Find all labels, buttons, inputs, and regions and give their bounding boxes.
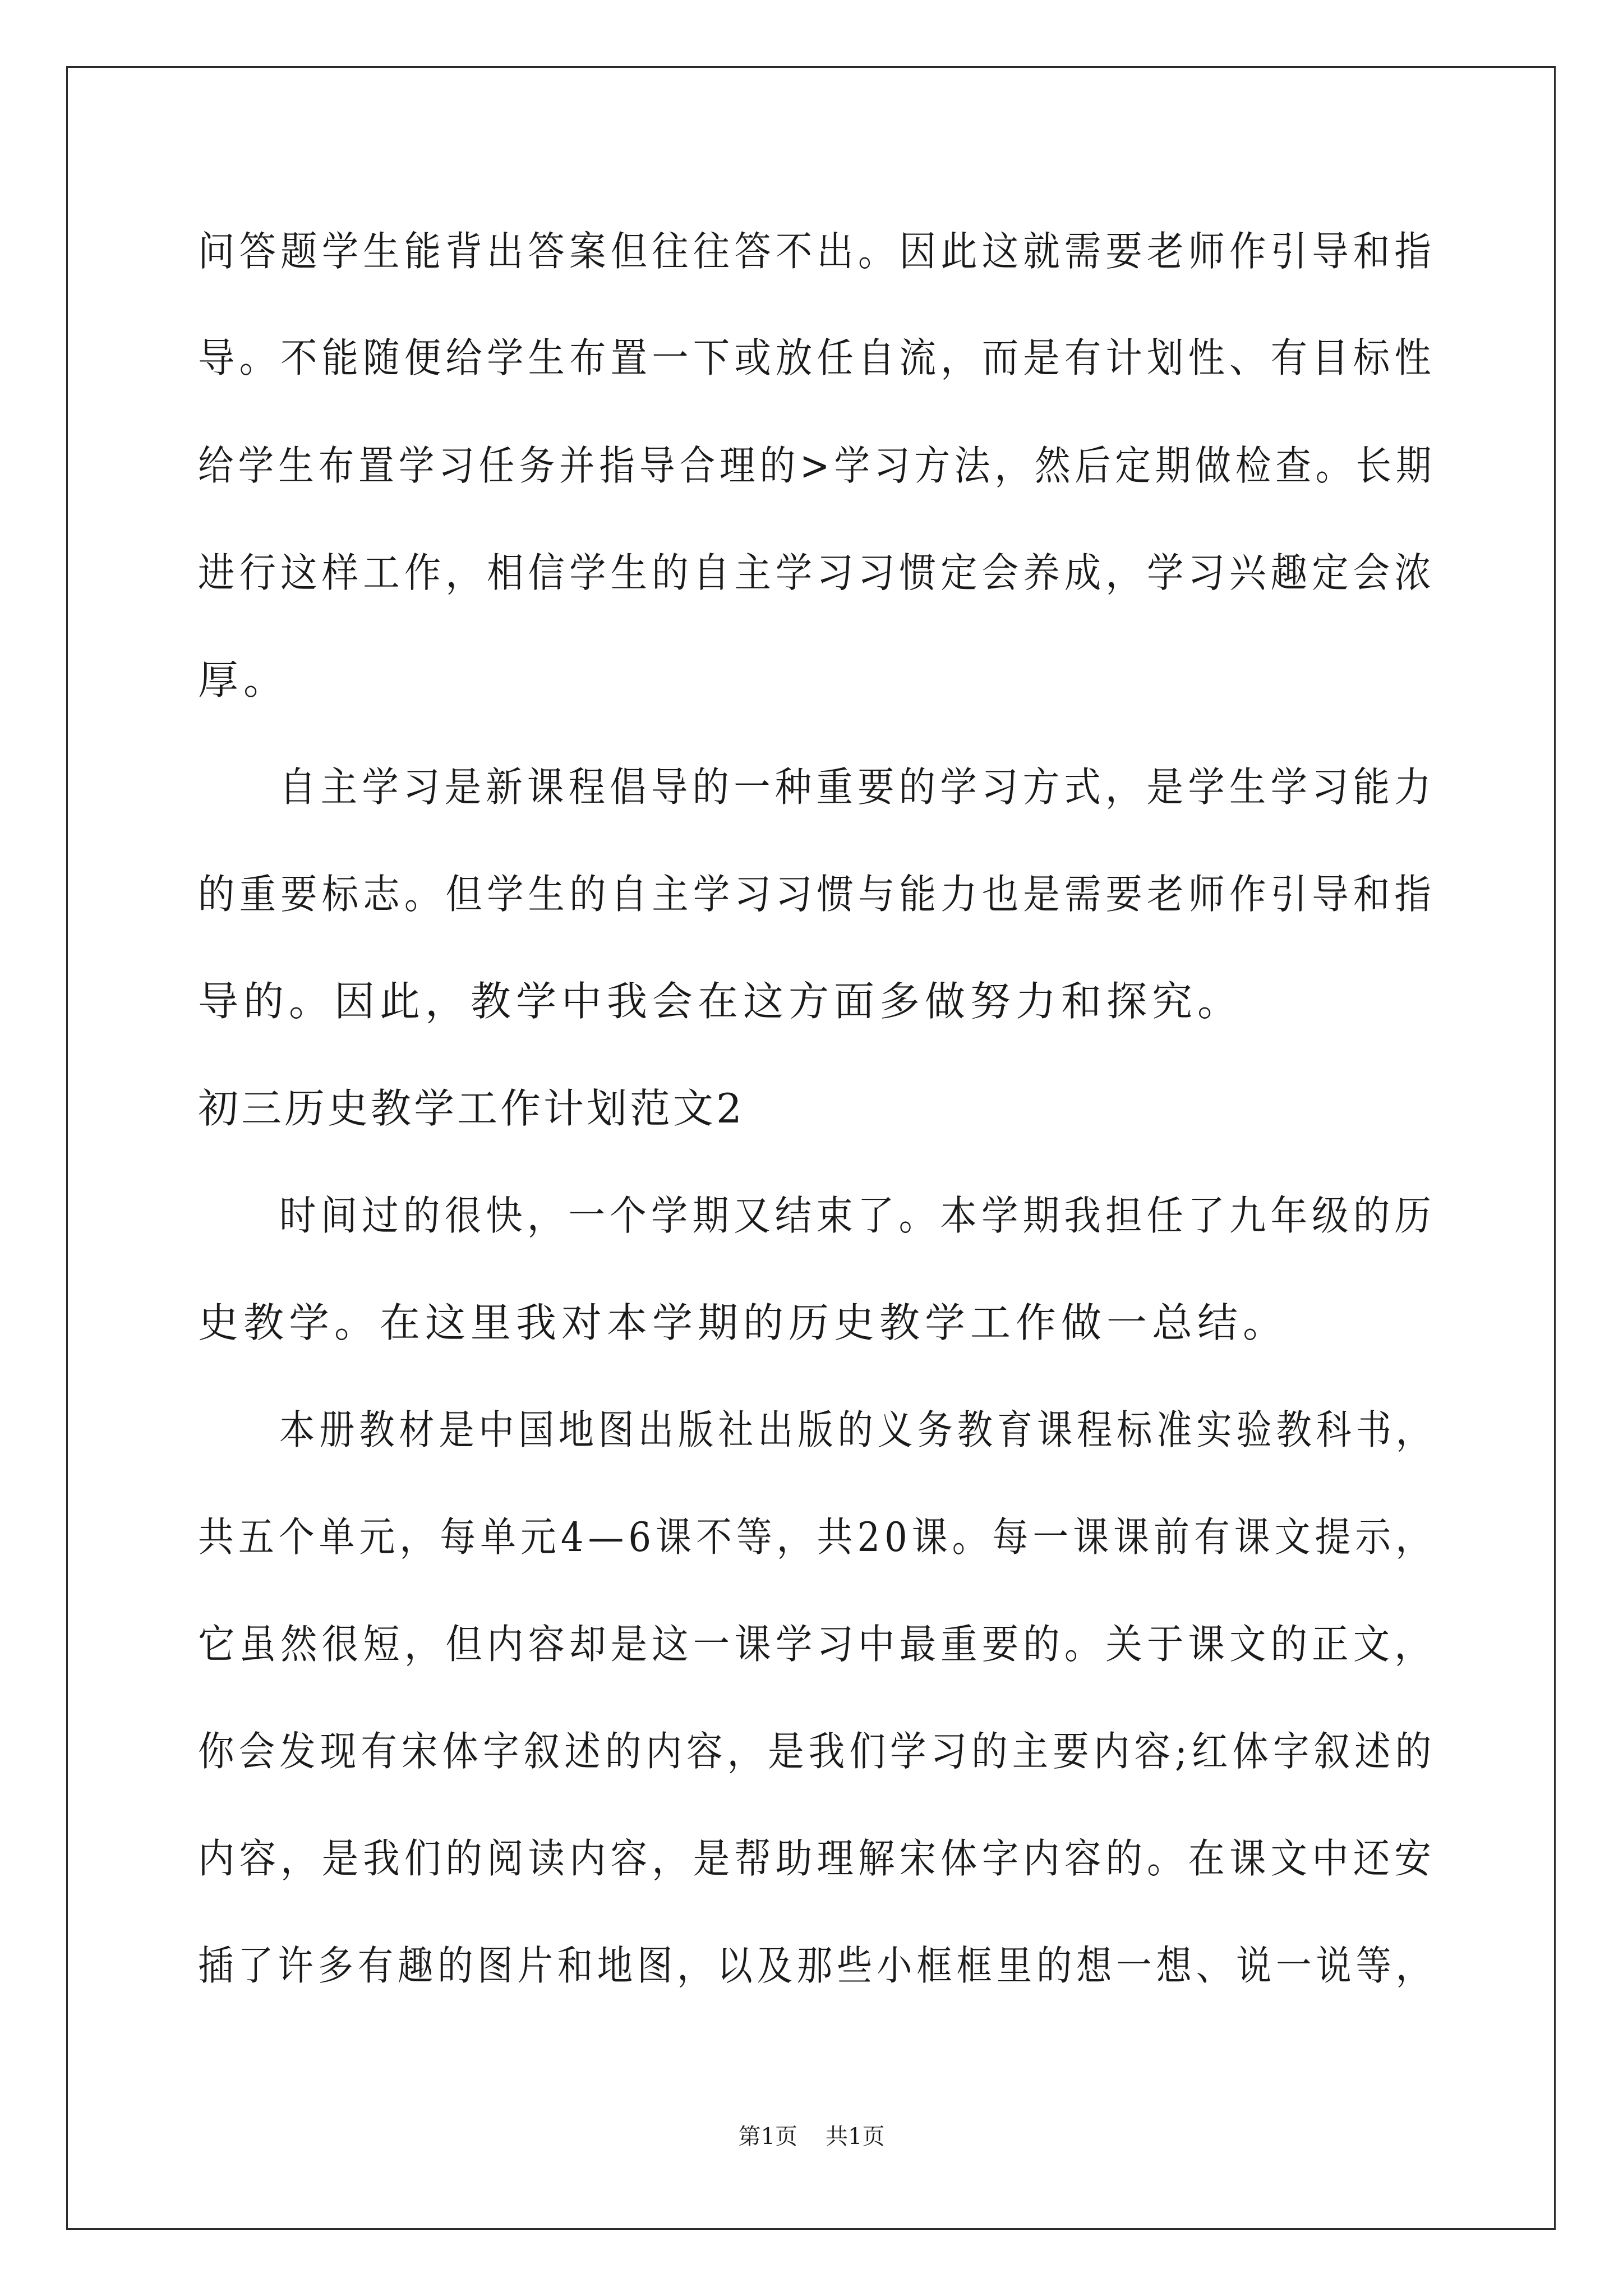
text-line: 厚。 [198,656,289,703]
paragraph-first-line: 本册教材是中国地图出版社出版的义务教育课程标准实验教科书， [279,1406,1436,1453]
text-line: 给学生布置学习任务并指导合理的>学习方法，然后定期做检查。长期 [198,442,1436,489]
page-border [66,66,1556,2230]
text-line: 导。不能随便给学生布置一下或放任自流，而是有计划性、有目标性 [198,334,1436,381]
text-line: 史教学。在这里我对本学期的历史教学工作做一总结。 [198,1299,1289,1346]
text-line: 进行这样工作，相信学生的自主学习习惯定会养成，学习兴趣定会浓 [198,549,1436,596]
text-line: 它虽然很短，但内容却是这一课学习中最重要的。关于课文的正文， [198,1621,1436,1668]
text-line: 问答题学生能背出答案但往往答不出。因此这就需要老师作引导和指 [198,228,1436,275]
page-number: 第1页 [738,2124,797,2150]
paragraph-first-line: 时间过的很快，一个学期又结束了。本学期我担任了九年级的历 [279,1192,1436,1239]
page-total: 共1页 [826,2124,885,2150]
text-line: 你会发现有宋体字叙述的内容，是我们学习的主要内容;红体字叙述的 [198,1728,1436,1775]
text-line: 的重要标志。但学生的自主学习习惯与能力也是需要老师作引导和指 [198,871,1436,918]
section-heading: 初三历史教学工作计划范文2 [198,1085,745,1132]
paragraph-first-line: 自主学习是新课程倡导的一种重要的学习方式，是学生学习能力 [279,763,1436,811]
text-line: 共五个单元，每单元4—6课不等，共20课。每一课课前有课文提示， [198,1513,1436,1561]
text-line: 导的。因此，教学中我会在这方面多做努力和探究。 [198,978,1243,1025]
text-line: 插了许多有趣的图片和地图，以及那些小框框里的想一想、说一说等， [198,1942,1436,1989]
page-footer [0,2123,1623,2150]
text-line: 内容，是我们的阅读内容，是帮助理解宋体字内容的。在课文中还安 [198,1835,1436,1882]
